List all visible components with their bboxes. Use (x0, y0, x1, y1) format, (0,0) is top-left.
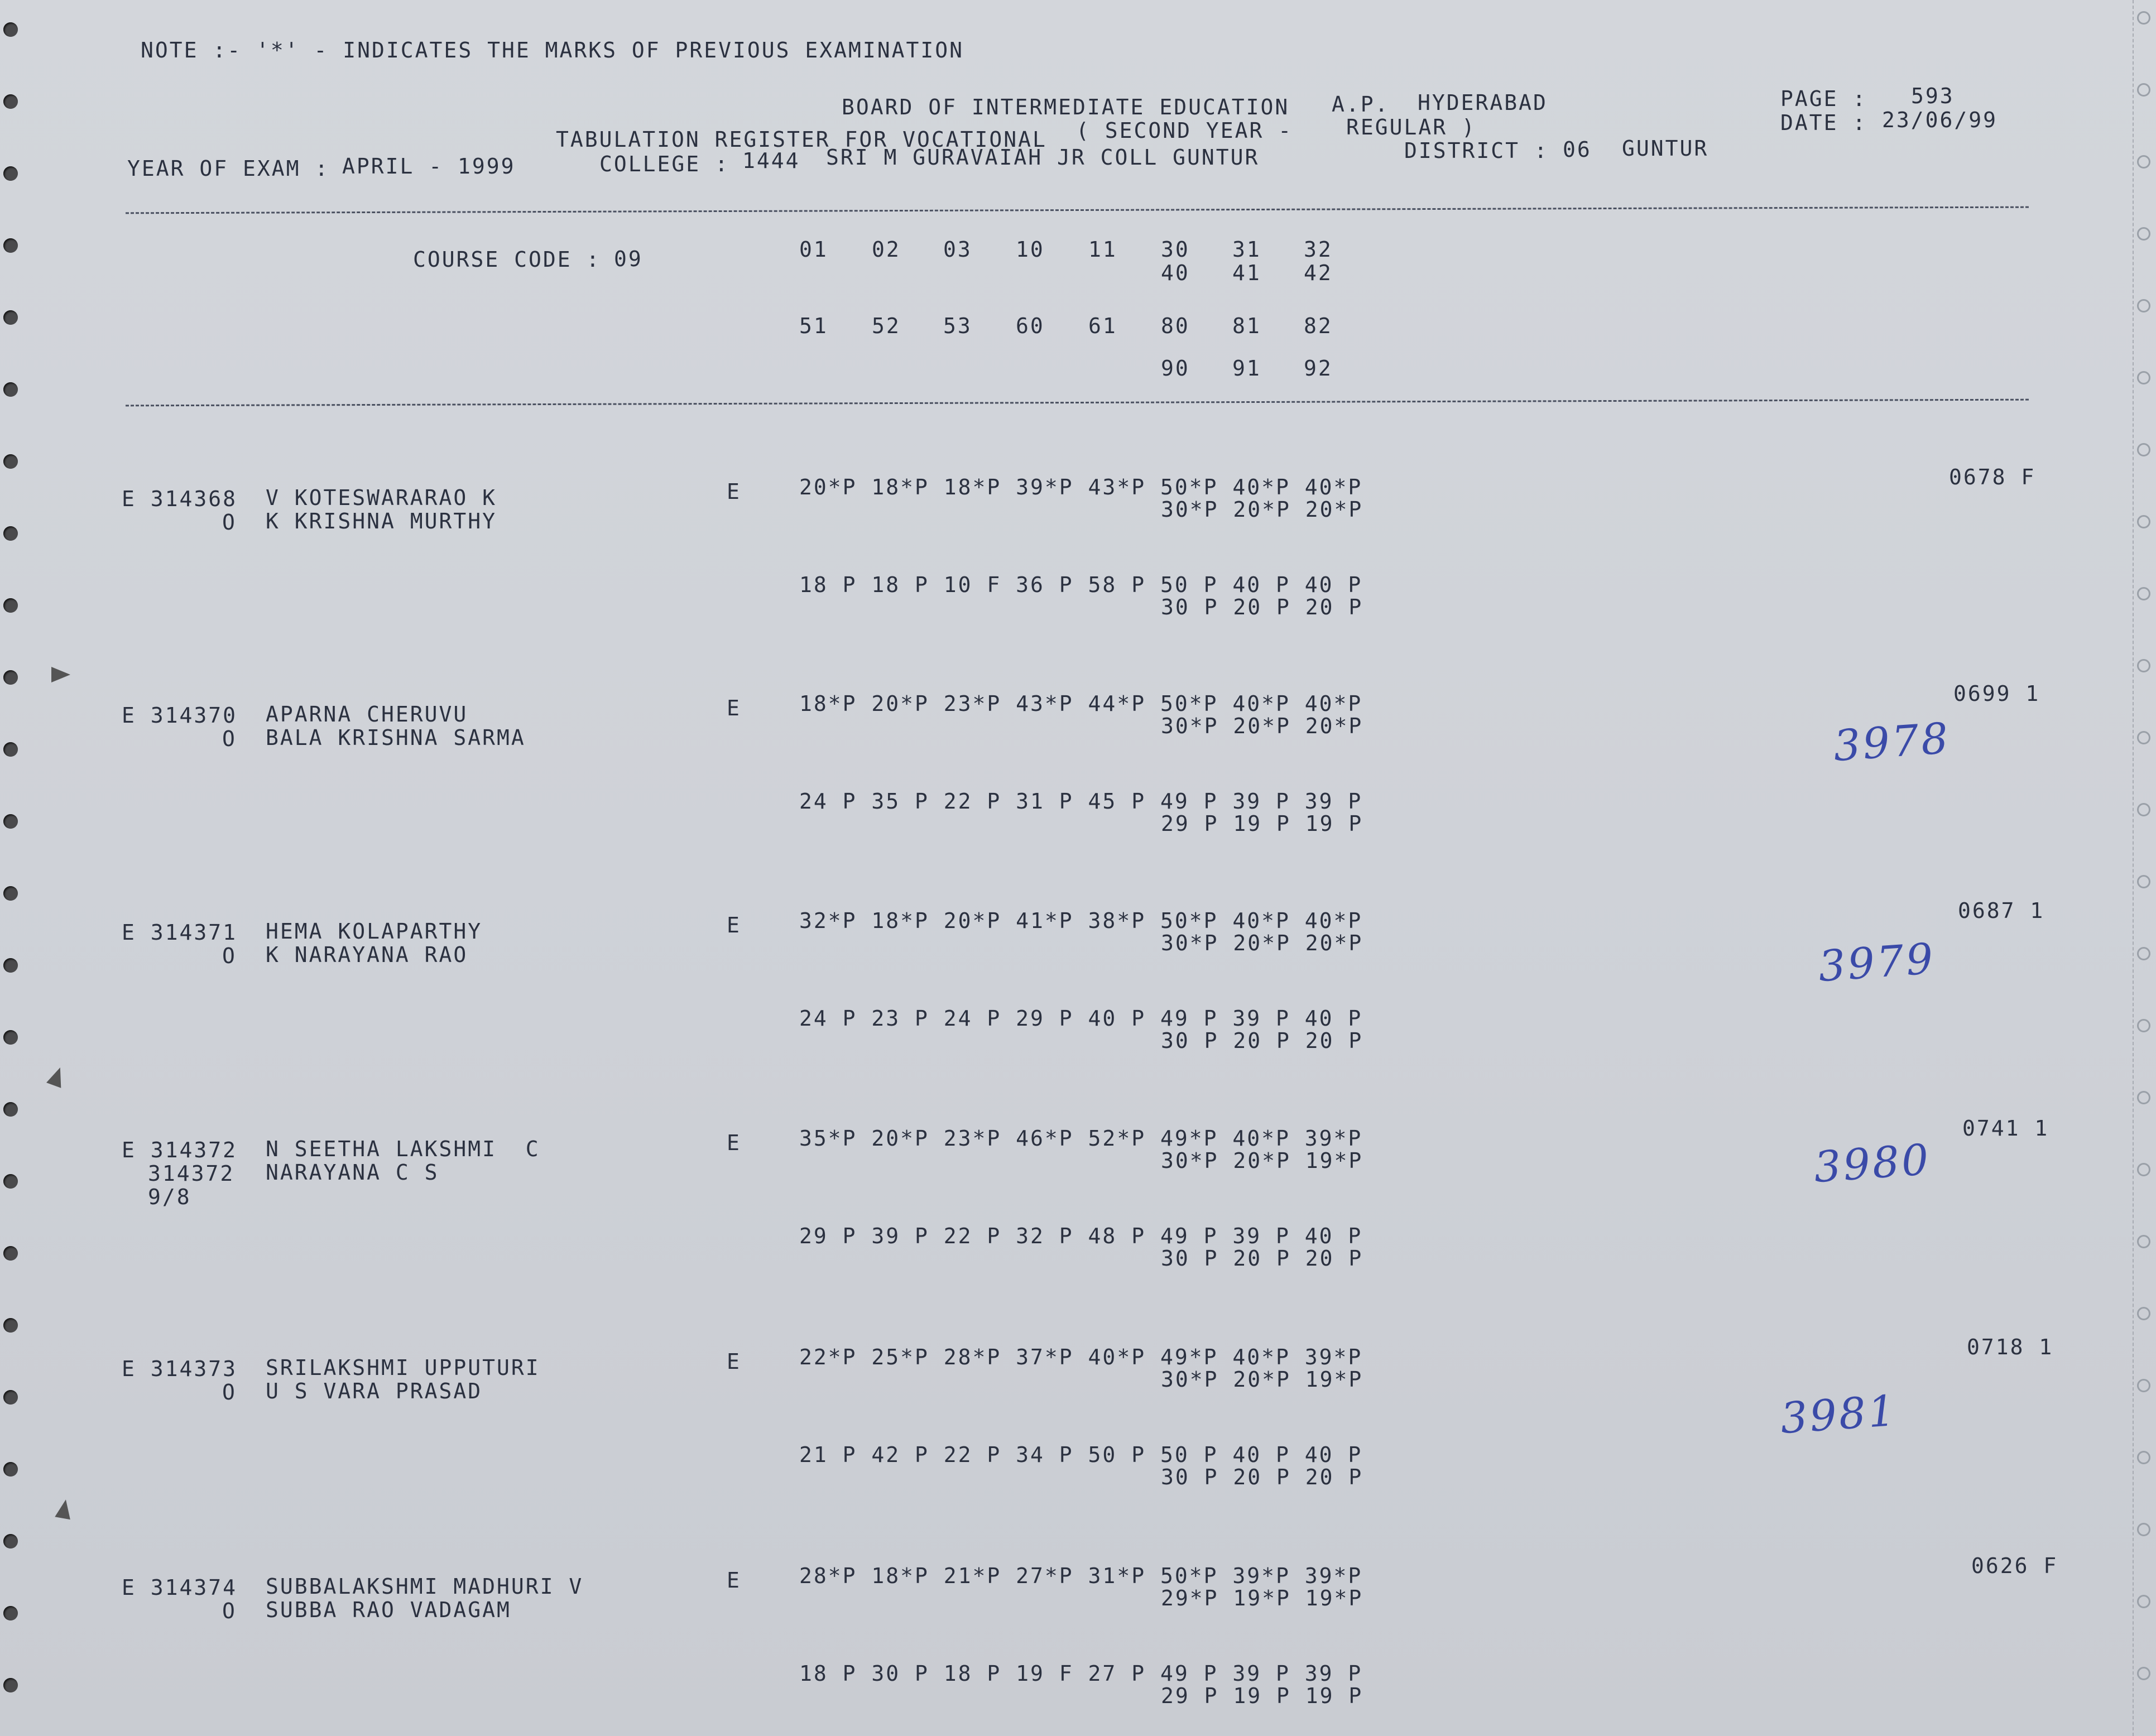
medium: E (727, 696, 741, 720)
feed-hole (2137, 299, 2150, 312)
roll-number: E 314371 (122, 920, 238, 945)
subject-code: 03 (943, 237, 972, 262)
current-marks-line2: 30 P 20 P 20 P (1161, 1246, 1363, 1271)
feed-hole (2137, 1667, 2150, 1680)
divider-line (126, 399, 2029, 407)
feed-hole (3, 886, 18, 901)
current-marks-line1: 21 P 42 P 22 P 34 P 50 P 50 P 40 P 40 P (799, 1442, 1363, 1467)
feed-hole (2137, 1019, 2150, 1032)
subject-code: 11 (1088, 237, 1117, 262)
page-label: PAGE : (1780, 86, 1867, 111)
feed-hole (3, 1246, 18, 1261)
board-title: BOARD OF INTERMEDIATE EDUCATION (842, 95, 1290, 119)
college-label: COLLEGE : (599, 152, 729, 176)
previous-roll: 314372 (148, 1161, 235, 1186)
subject-code: 51 (799, 314, 828, 338)
feed-hole (2137, 83, 2150, 97)
feed-hole (3, 382, 18, 397)
city-label: HYDERABAD (1418, 90, 1548, 115)
state-label: A.P. (1332, 92, 1390, 117)
subject-code: 40 (1161, 261, 1190, 285)
previous-marks-line1: 22*P 25*P 28*P 37*P 40*P 49*P 40*P 39*P (799, 1345, 1363, 1369)
register-title: TABULATION REGISTER FOR VOCATIONAL (556, 127, 1047, 152)
previous-marks-line1: 20*P 18*P 18*P 39*P 43*P 50*P 40*P 40*P (799, 475, 1363, 499)
feed-hole (2137, 731, 2150, 744)
roll-number: E 314368 (122, 487, 238, 511)
handwritten-number: 3980 (1812, 1134, 1933, 1192)
date-label: DATE : (1780, 110, 1867, 135)
previous-roll: O (222, 1599, 237, 1623)
total-result: 0626 F (1971, 1554, 2058, 1578)
subject-code: 31 (1232, 237, 1261, 262)
previous-roll: O (222, 1380, 237, 1405)
subject-code: 52 (872, 314, 901, 338)
feed-hole (2137, 659, 2150, 672)
remark: 9/8 (148, 1185, 191, 1209)
medium: E (727, 1349, 741, 1374)
current-marks-line1: 29 P 39 P 22 P 32 P 48 P 49 P 39 P 40 P (799, 1224, 1363, 1248)
feed-hole (2137, 227, 2150, 241)
feed-hole (2137, 443, 2150, 456)
feed-hole (3, 958, 18, 973)
feed-hole (3, 310, 18, 325)
current-marks-line2: 29 P 19 P 19 P (1161, 811, 1363, 836)
medium: E (727, 1131, 741, 1155)
student-name: APARNA CHERUVU (266, 702, 468, 727)
previous-marks-line1: 35*P 20*P 23*P 46*P 52*P 49*P 40*P 39*P (799, 1126, 1363, 1151)
feed-hole (3, 94, 18, 109)
current-marks-line2: 30 P 20 P 20 P (1161, 1465, 1363, 1489)
subject-code: 10 (1016, 237, 1045, 262)
previous-marks-line1: 32*P 18*P 20*P 41*P 38*P 50*P 40*P 40*P (799, 908, 1363, 933)
arrow-mark-icon (51, 667, 70, 682)
feed-hole (3, 454, 18, 469)
arrow-mark-icon (55, 1498, 73, 1519)
feed-hole (2137, 155, 2150, 169)
previous-marks-line2: 29*P 19*P 19*P (1161, 1586, 1363, 1610)
feed-hole (3, 238, 18, 253)
previous-marks-line2: 30*P 20*P 19*P (1161, 1367, 1363, 1392)
feed-hole (3, 1606, 18, 1620)
subject-code: 92 (1304, 356, 1333, 381)
medium: E (727, 479, 741, 504)
current-marks-line2: 29 P 19 P 19 P (1161, 1684, 1363, 1708)
medium: E (727, 1568, 741, 1593)
subject-code: 01 (799, 237, 828, 262)
feed-hole (2137, 371, 2150, 384)
feed-hole (3, 742, 18, 757)
father-name: NARAYANA C S (266, 1160, 439, 1185)
total-result: 0687 1 (1958, 898, 2045, 923)
feed-hole (3, 1462, 18, 1477)
current-marks-line1: 24 P 35 P 22 P 31 P 45 P 49 P 39 P 39 P (799, 789, 1363, 814)
page-number: 593 (1911, 84, 1955, 108)
feed-hole (3, 1174, 18, 1189)
total-result: 0678 F (1949, 465, 2036, 489)
previous-marks-line2: 30*P 20*P 19*P (1161, 1148, 1363, 1173)
exam-value: APRIL - 1999 (342, 154, 516, 179)
current-marks-line1: 18 P 18 P 10 F 36 P 58 P 50 P 40 P 40 P (799, 573, 1363, 597)
feed-hole (2137, 1235, 2150, 1248)
tractor-feed-holes-left (0, 0, 22, 1736)
student-name: SRILAKSHMI UPPUTURI (266, 1355, 540, 1380)
feed-hole (2137, 1595, 2150, 1608)
subject-code: 91 (1232, 356, 1261, 381)
subject-code: 32 (1304, 237, 1333, 262)
feed-hole (2137, 1163, 2150, 1176)
feed-hole (3, 814, 18, 829)
roll-number: E 314374 (122, 1575, 238, 1600)
father-name: U S VARA PRASAD (266, 1379, 483, 1403)
subject-code: 30 (1161, 237, 1190, 262)
subject-code: 41 (1232, 261, 1261, 285)
previous-marks-line1: 18*P 20*P 23*P 43*P 44*P 50*P 40*P 40*P (799, 691, 1363, 716)
roll-number: E 314373 (122, 1357, 238, 1381)
subject-code: 53 (943, 314, 972, 338)
feed-hole (3, 598, 18, 613)
feed-hole (2137, 11, 2150, 25)
arrow-mark-icon (46, 1065, 68, 1088)
college-name: SRI M GURAVAIAH JR COLL GUNTUR (826, 145, 1260, 170)
subject-code: 61 (1088, 314, 1117, 338)
feed-hole (2137, 1379, 2150, 1392)
feed-hole (2137, 515, 2150, 528)
subject-code: 82 (1304, 314, 1333, 338)
current-marks-line2: 30 P 20 P 20 P (1161, 1028, 1363, 1053)
previous-marks-line1: 28*P 18*P 21*P 27*P 31*P 50*P 39*P 39*P (799, 1564, 1363, 1588)
student-name: HEMA KOLAPARTHY (266, 919, 483, 944)
district-label: DISTRICT : (1404, 138, 1549, 163)
feed-hole (3, 1318, 18, 1333)
previous-roll: O (222, 727, 237, 751)
current-marks-line1: 18 P 30 P 18 P 19 F 27 P 49 P 39 P 39 P (799, 1661, 1363, 1686)
previous-marks-line2: 30*P 20*P 20*P (1161, 931, 1363, 955)
feed-hole (3, 166, 18, 181)
note-line: NOTE :- '*' - INDICATES THE MARKS OF PREVIOUS EXAMINATION (141, 38, 964, 62)
feed-hole (3, 1678, 18, 1692)
subject-code: 02 (872, 237, 901, 262)
district-code: 06 (1563, 137, 1592, 162)
feed-hole (3, 526, 18, 541)
feed-hole (2137, 1523, 2150, 1536)
regular-label: REGULAR ) (1346, 115, 1476, 140)
total-result: 0718 1 (1967, 1335, 2054, 1359)
handwritten-number: 3979 (1817, 933, 1937, 992)
student-name: N SEETHA LAKSHMI C (266, 1137, 540, 1161)
student-name: V KOTESWARARAO K (266, 485, 497, 510)
feed-hole (3, 1534, 18, 1549)
tractor-feed-holes-right (2133, 0, 2156, 1736)
date-value: 23/06/99 (1882, 108, 1998, 132)
feed-hole (2137, 1451, 2150, 1464)
father-name: BALA KRISHNA SARMA (266, 725, 526, 750)
total-result: 0699 1 (1953, 681, 2040, 706)
feed-hole (2137, 587, 2150, 600)
exam-label: YEAR OF EXAM : (127, 156, 330, 181)
year-part: ( SECOND YEAR - (1076, 118, 1293, 143)
divider-line (126, 206, 2029, 214)
feed-hole (3, 1030, 18, 1045)
student-name: SUBBALAKSHMI MADHURI V (266, 1574, 584, 1599)
father-name: SUBBA RAO VADAGAM (266, 1598, 511, 1622)
feed-hole (2137, 947, 2150, 960)
subject-code: 42 (1304, 261, 1333, 285)
roll-number: E 314372 (122, 1138, 238, 1162)
medium: E (727, 913, 741, 937)
feed-hole (3, 1102, 18, 1117)
previous-marks-line2: 30*P 20*P 20*P (1161, 714, 1363, 738)
previous-marks-line2: 30*P 20*P 20*P (1161, 497, 1363, 522)
previous-roll: O (222, 944, 237, 968)
district-name: GUNTUR (1622, 136, 1709, 161)
subject-code: 60 (1016, 314, 1045, 338)
current-marks-line2: 30 P 20 P 20 P (1161, 595, 1363, 619)
total-result: 0741 1 (1962, 1116, 2049, 1141)
subject-code: 80 (1161, 314, 1190, 338)
feed-hole (2137, 1307, 2150, 1320)
current-marks-line1: 24 P 23 P 24 P 29 P 40 P 49 P 39 P 40 P (799, 1006, 1363, 1031)
course-code-value: 09 (614, 247, 643, 271)
subject-code: 81 (1232, 314, 1261, 338)
previous-roll: O (222, 510, 237, 535)
feed-hole (3, 670, 18, 685)
course-code-label: COURSE CODE : (413, 247, 601, 272)
feed-hole (3, 22, 18, 37)
feed-hole (3, 1390, 18, 1405)
feed-hole (2137, 875, 2150, 888)
feed-hole (2137, 1091, 2150, 1104)
father-name: K KRISHNA MURTHY (266, 509, 497, 533)
feed-hole (2137, 803, 2150, 816)
college-code: 1444 (742, 148, 800, 173)
father-name: K NARAYANA RAO (266, 942, 468, 967)
subject-code: 90 (1161, 356, 1190, 381)
handwritten-number: 3981 (1779, 1385, 1899, 1444)
roll-number: E 314370 (122, 703, 238, 728)
handwritten-number: 3978 (1832, 713, 1952, 771)
